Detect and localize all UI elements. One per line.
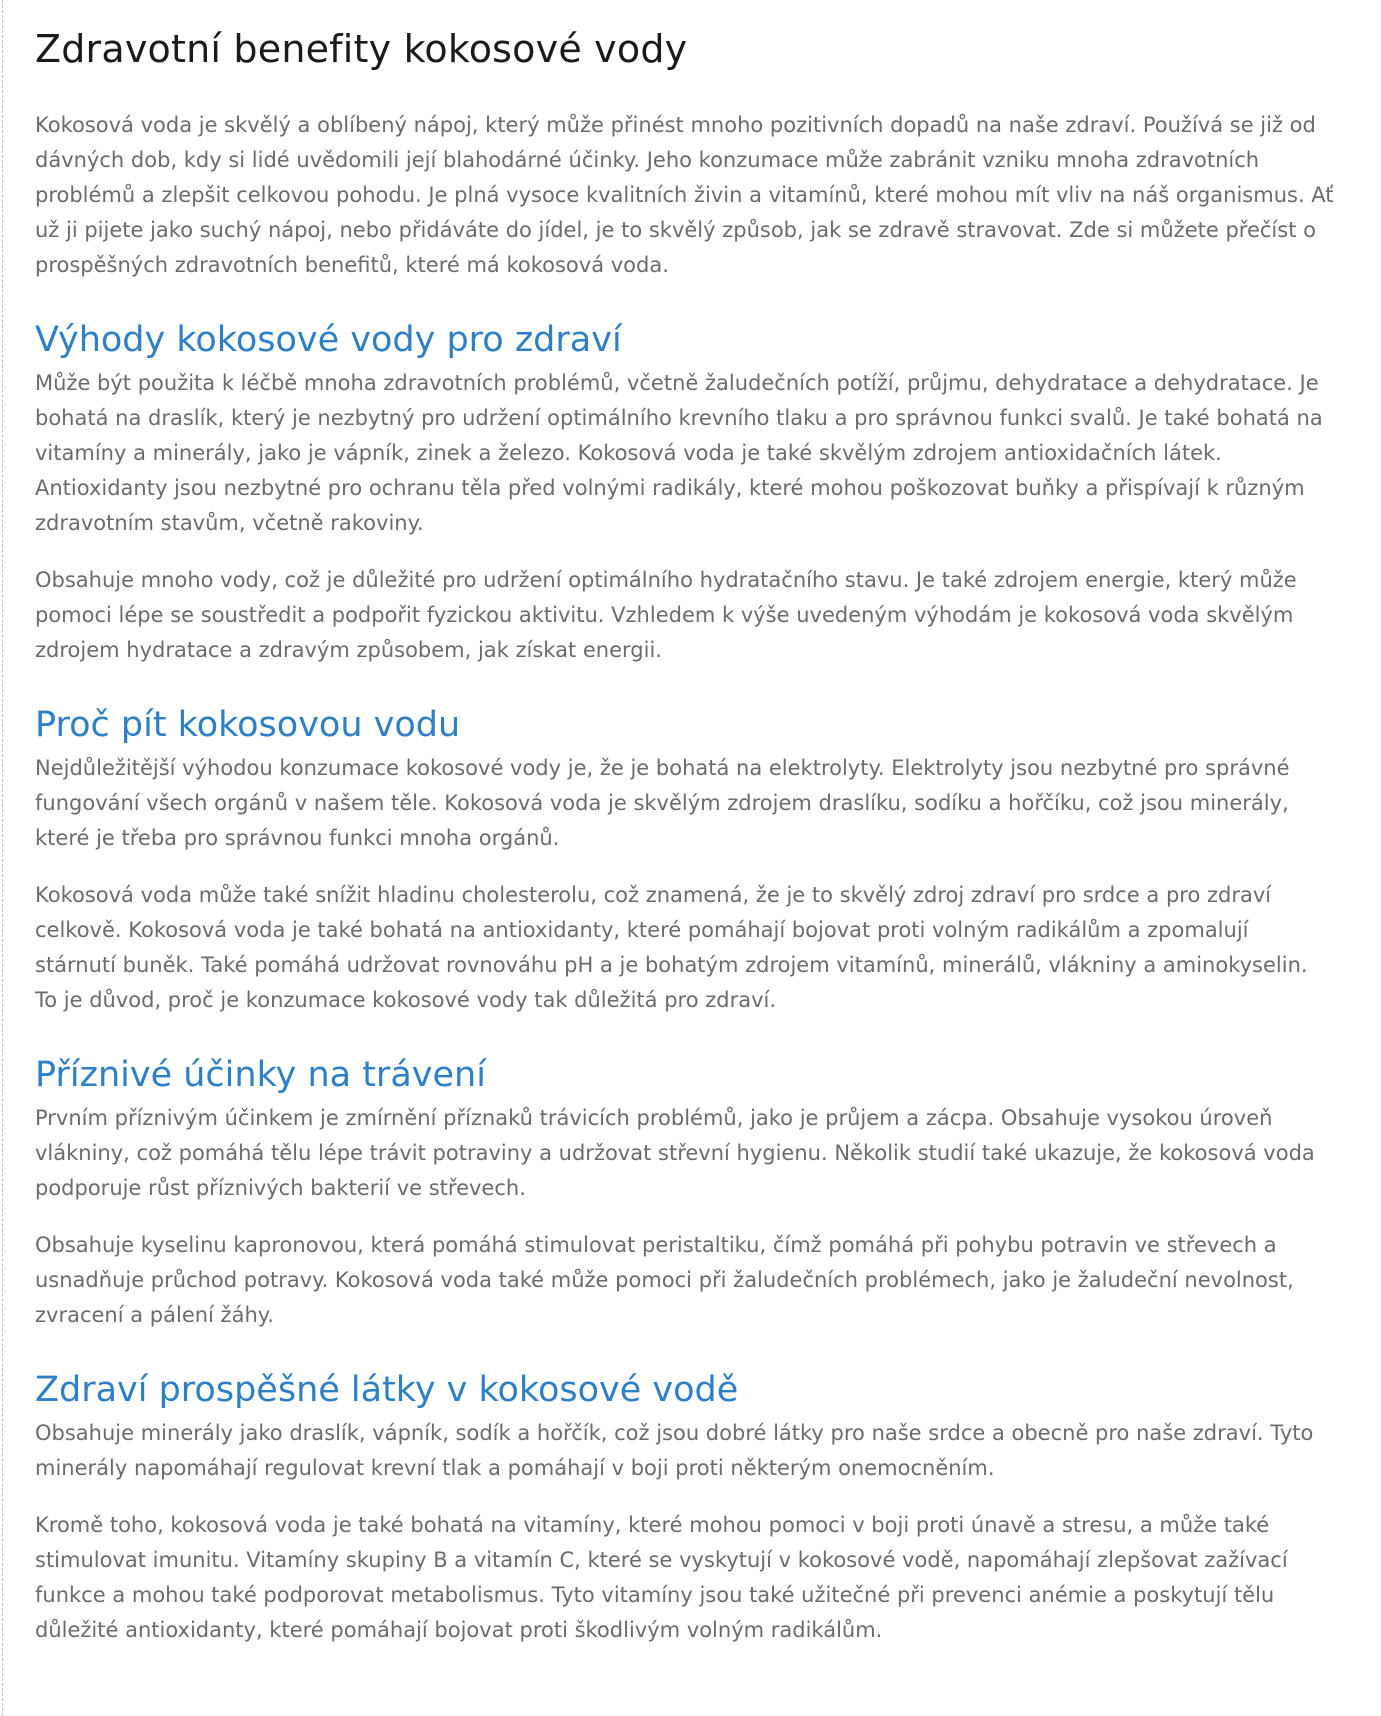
section-paragraph: Může být použita k léčbě mnoha zdravotních problémů, včetně žaludečních potíží, průjmu, dehydratace a dehydratace. Je bohatá na draslík, který je nezbytný pro udržení optimálního krevního tlaku a pro správnou funkci svalů. Je také bohatá na vitamíny a minerály, jako je vápník, zinek a železo. Kokosová voda je také skvělým zdrojem antioxidačních látek. Antioxidanty jsou nezbytné pro ochranu těla před volnými radikály, které mohou poškozovat buňky a přispívají k různým zdravotním stavům, včetně rakoviny.	[35, 371, 1323, 535]
section-paragraph: Obsahuje mnoho vody, což je důležité pro udržení optimálního hydratačního stavu. Je také zdrojem energie, který může pomoci lépe se soustředit a podpořit fyzickou aktivitu. Vzhledem k výše uvedeným výhodám je kokosová voda skvělým zdrojem hydratace a zdravým způsobem, jak získat energii.	[35, 568, 1297, 662]
section-heading: Zdraví prospěšné látky v kokosové vodě	[35, 1370, 739, 1410]
left-dashed-divider	[2, 0, 3, 1716]
section-paragraph: Obsahuje kyselinu kapronovou, která pomáhá stimulovat peristaltiku, čímž pomáhá při pohybu potravin ve střevech a usnadňuje průchod potravy. Kokosová voda také může pomoci při žaludečních problémech, jako je žaludeční nevolnost, zvracení a pálení žáhy.	[35, 1233, 1294, 1327]
section-heading: Proč pít kokosovou vodu	[35, 705, 461, 745]
section-why-drink	[35, 702, 1335, 1018]
intro	[35, 108, 1335, 283]
section-paragraph: Kokosová voda může také snížit hladinu cholesterolu, což znamená, že je to skvělý zdroj zdraví pro srdce a pro zdraví celkově. Kokosová voda je také bohatá na antioxidanty, které pomáhají bojovat proti volným radikálům a zpomalují stárnutí buněk. Také pomáhá udržovat rovnováhu pH a je bohatým zdrojem vitamínů, minerálů, vlákniny a aminokyselin. To je důvod, proč je konzumace kokosové vody tak důležitá pro zdraví.	[35, 883, 1308, 1012]
section-paragraph: Obsahuje minerály jako draslík, vápník, sodík a hořčík, což jsou dobré látky pro naše srdce a obecně pro naše zdraví. Tyto minerály napomáhají regulovat krevní tlak a pomáhají v boji proti některým onemocněním.	[35, 1421, 1314, 1480]
section-heading: Výhody kokosové vody pro zdraví	[35, 320, 622, 360]
section-paragraph: Nejdůležitější výhodou konzumace kokosové vody je, že je bohatá na elektrolyty. Elektrolyty jsou nezbytné pro správné fungování všech orgánů v našem těle. Kokosová voda je skvělým zdrojem draslíku, sodíku a hořčíku, což jsou minerály, které je třeba pro správnou funkci mnoha orgánů.	[35, 756, 1290, 850]
section-paragraph: Kromě toho, kokosová voda je také bohatá na vitamíny, které mohou pomoci v boji proti únavě a stresu, a může také stimulovat imunitu. Vitamíny skupiny B a vitamín C, které se vyskytují v kokosové vodě, napomáhají zlepšovat zažívací funkce a mohou také podporovat metabolismus. Tyto vitamíny jsou také užitečné při prevenci anémie a poskytují tělu důležité antioxidanty, které pomáhají bojovat proti škodlivým volným radikálům.	[35, 1513, 1288, 1642]
intro-paragraph: Kokosová voda je skvělý a oblíbený nápoj, který může přinést mnoho pozitivních dopadů na naše zdraví. Používá se již od dávných dob, kdy si lidé uvědomili její blahodárné účinky. Jeho konzumace může zabránit vzniku mnoha zdravotních problémů a zlepšit celkovou pohodu. Je plná vysoce kvalitních živin a vitamínů, které mohou mít vliv na náš organismus. Ať už ji pijete jako suchý nápoj, nebo přidáváte do jídel, je to skvělý způsob, jak se zdravě stravovat. Zde si můžete přečíst o prospěšných zdravotních benefitů, které má kokosová voda.	[35, 113, 1334, 277]
page-title: Zdravotní benefity kokosové vody	[35, 27, 688, 71]
section-heading: Příznivé účinky na trávení	[35, 1055, 486, 1095]
section-digestion	[35, 1052, 1335, 1333]
section-paragraph: Prvním příznivým účinkem je zmírnění příznaků trávicích problémů, jako je průjem a zácpa. Obsahuje vysokou úroveň vlákniny, což pomáhá tělu lépe trávit potraviny a udržovat střevní hygienu. Několik studií také ukazuje, že kokosová voda podporuje růst příznivých bakterií ve střevech.	[35, 1106, 1315, 1200]
section-benefits	[35, 317, 1335, 668]
section-nutrients	[35, 1367, 1335, 1648]
article	[35, 24, 1335, 1670]
